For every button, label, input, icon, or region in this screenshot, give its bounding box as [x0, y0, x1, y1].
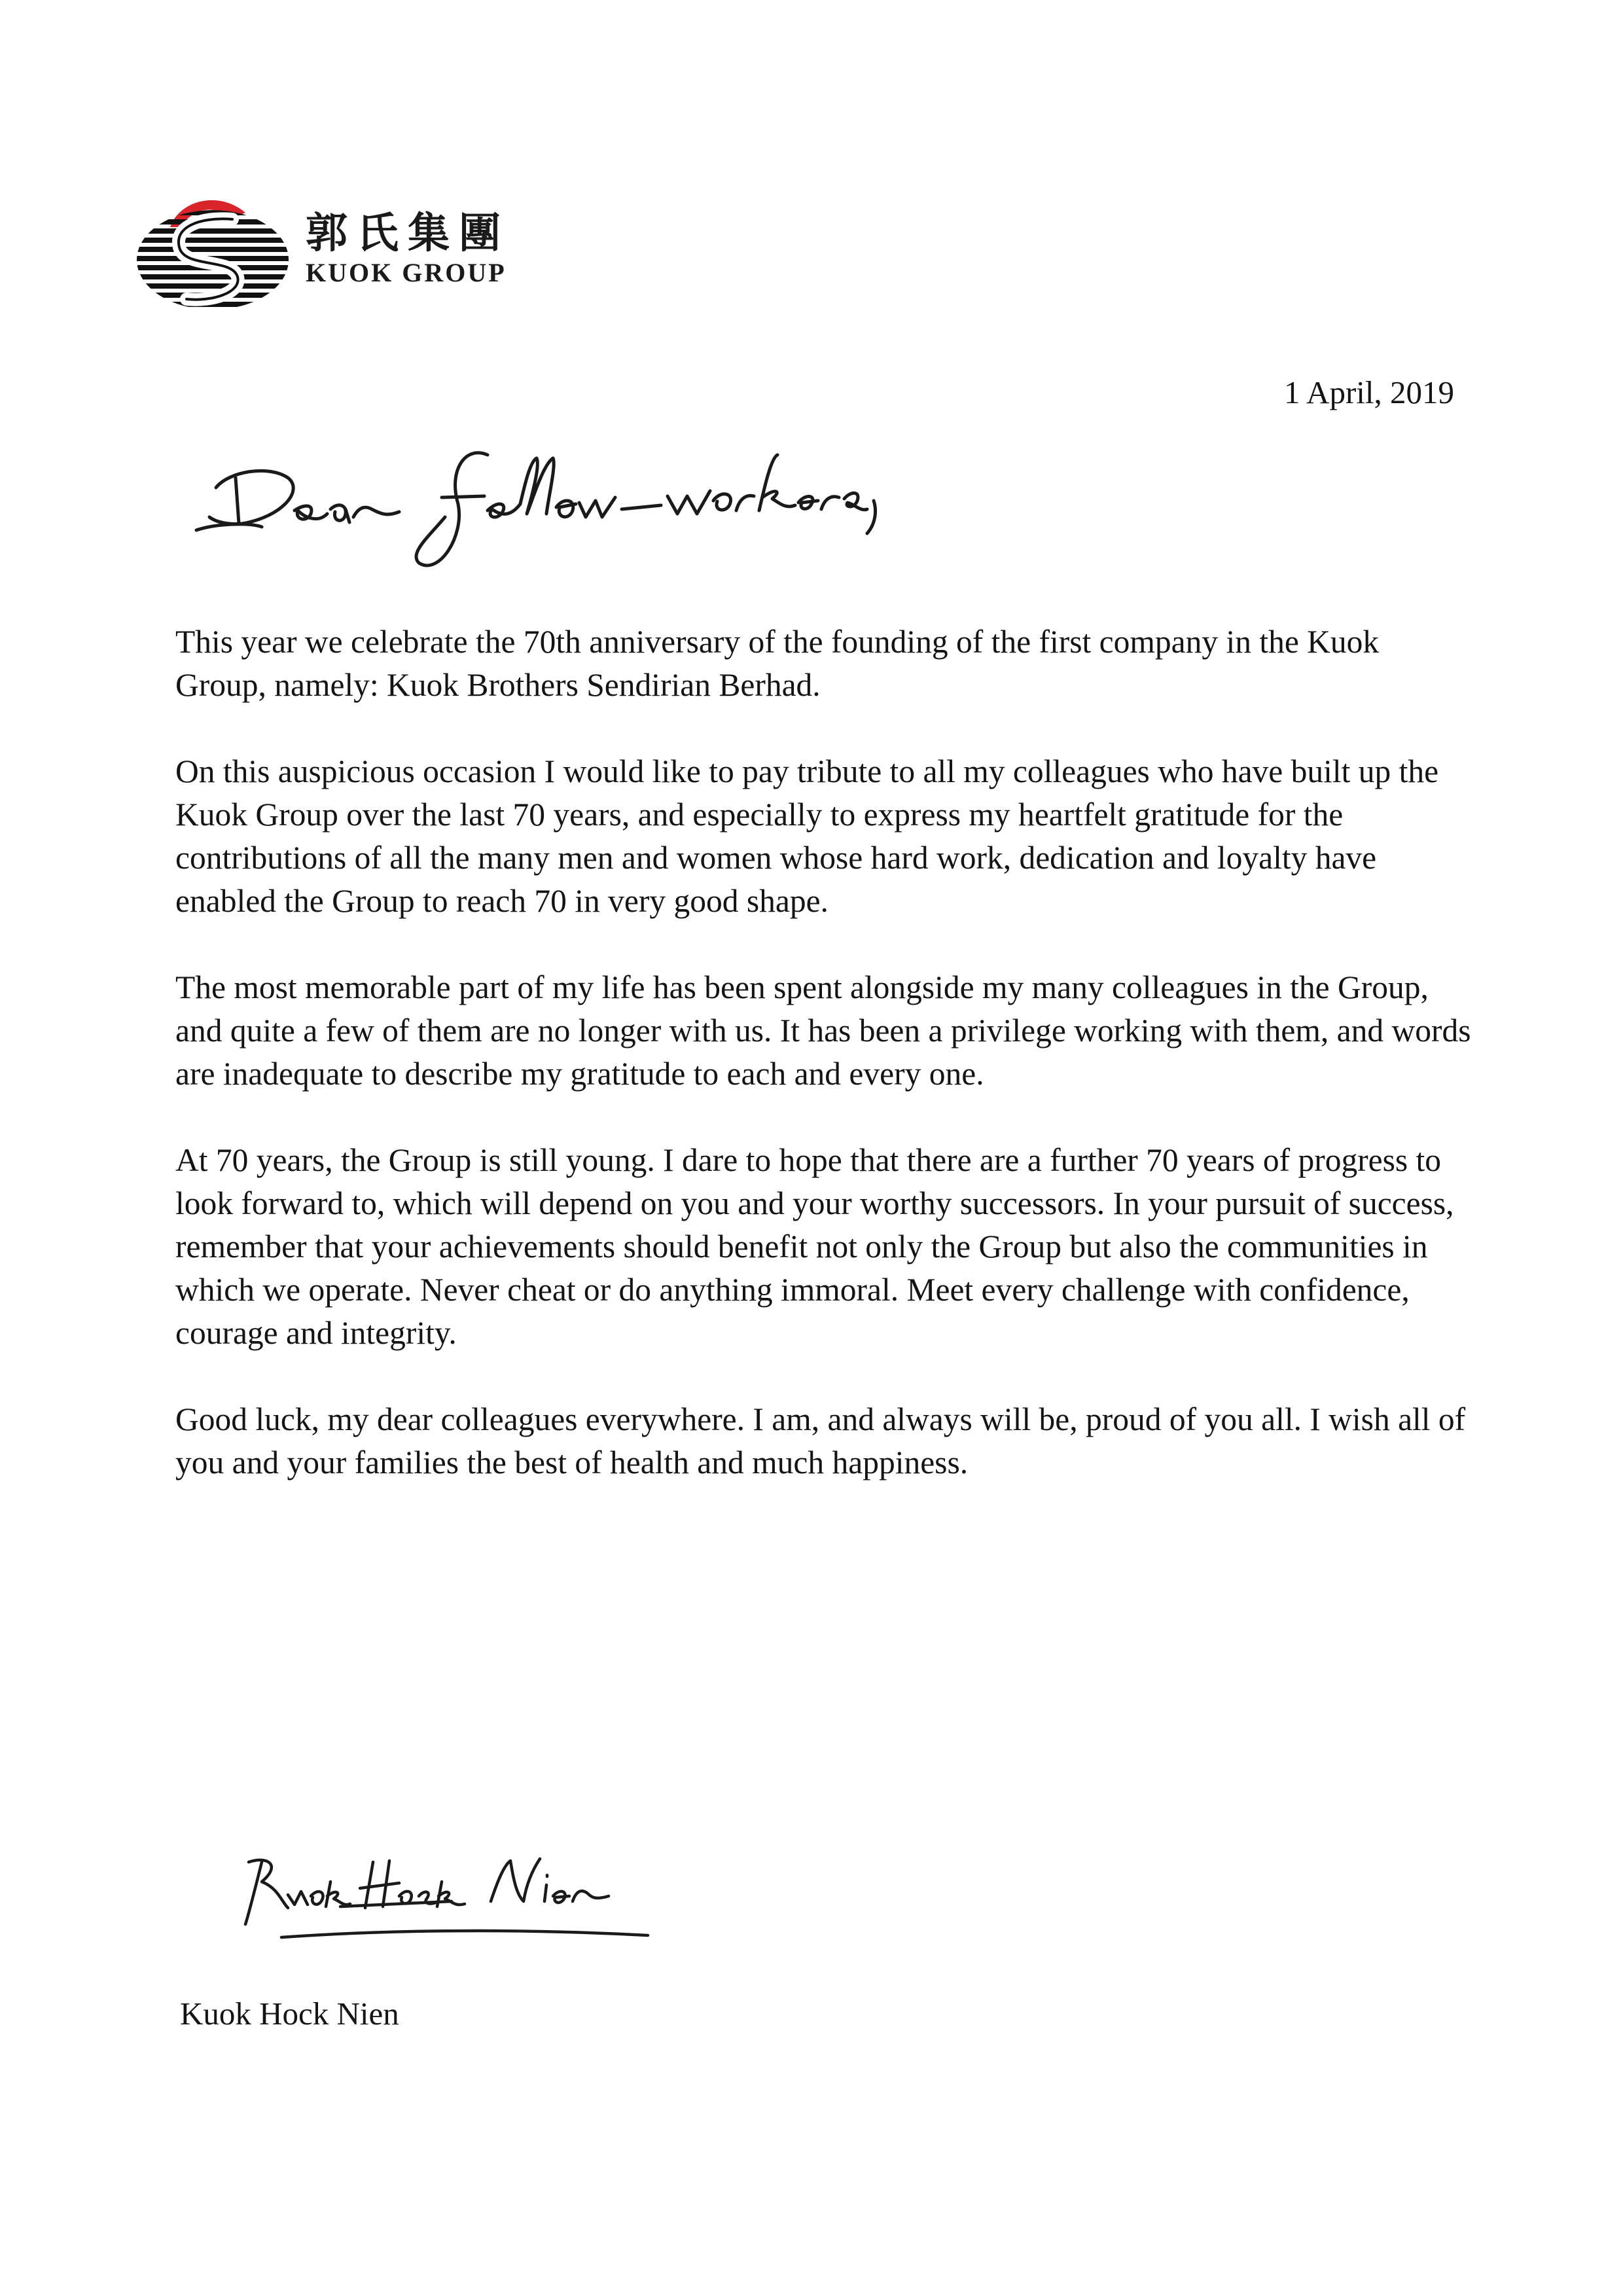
body-paragraph-5: Good luck, my dear colleagues everywhere. I am, and always will be, proud of you all. I wish all of you and your families the best of health and much happiness. [175, 1401, 1466, 1480]
letterhead [134, 187, 605, 317]
handwritten-signature [242, 1836, 661, 1967]
kuok-group-s-logo-icon [134, 187, 291, 317]
body-paragraph-4: At 70 years, the Group is still young. I dare to hope that there are a further 70 years of progress to look forward to, which will depend on you and your worthy successors. In your pursuit of success, remember that your achievements should benefit not only the Group but also the communities in which we operate. Never cheat or do anything immoral. Meet every challenge with confidence, courage and integrity. [175, 1142, 1454, 1351]
company-name-english: KUOK GROUP [306, 258, 507, 287]
body-paragraph-2: On this auspicious occasion I would like to pay tribute to all my colleagues who have built up the Kuok Group over the last 70 years, and especially to express my heartfelt gratitude for the contributions of all the many men and women whose hard work, dedication and loyalty have enabled the Group to reach 70 in very good shape. [175, 753, 1439, 919]
letter-body [175, 620, 1478, 1528]
company-name-chinese: 郭氏集團 [306, 209, 510, 258]
body-paragraph-1: This year we celebrate the 70th anniversary of the founding of the first company in the Kuok Group, namely: Kuok Brothers Sendirian Berhad. [175, 624, 1380, 703]
handwritten-salutation [190, 425, 975, 576]
signatory-name: Kuok Hock Nien [180, 1996, 399, 2032]
body-paragraph-3: The most memorable part of my life has been spent alongside my many colleagues in the Group, and quite a few of them are no longer with us. It has been a privilege working with them, and words are inadequate to describe my gratitude to each and every one. [175, 969, 1471, 1092]
letter-date: 1 April, 2019 [1284, 374, 1454, 410]
